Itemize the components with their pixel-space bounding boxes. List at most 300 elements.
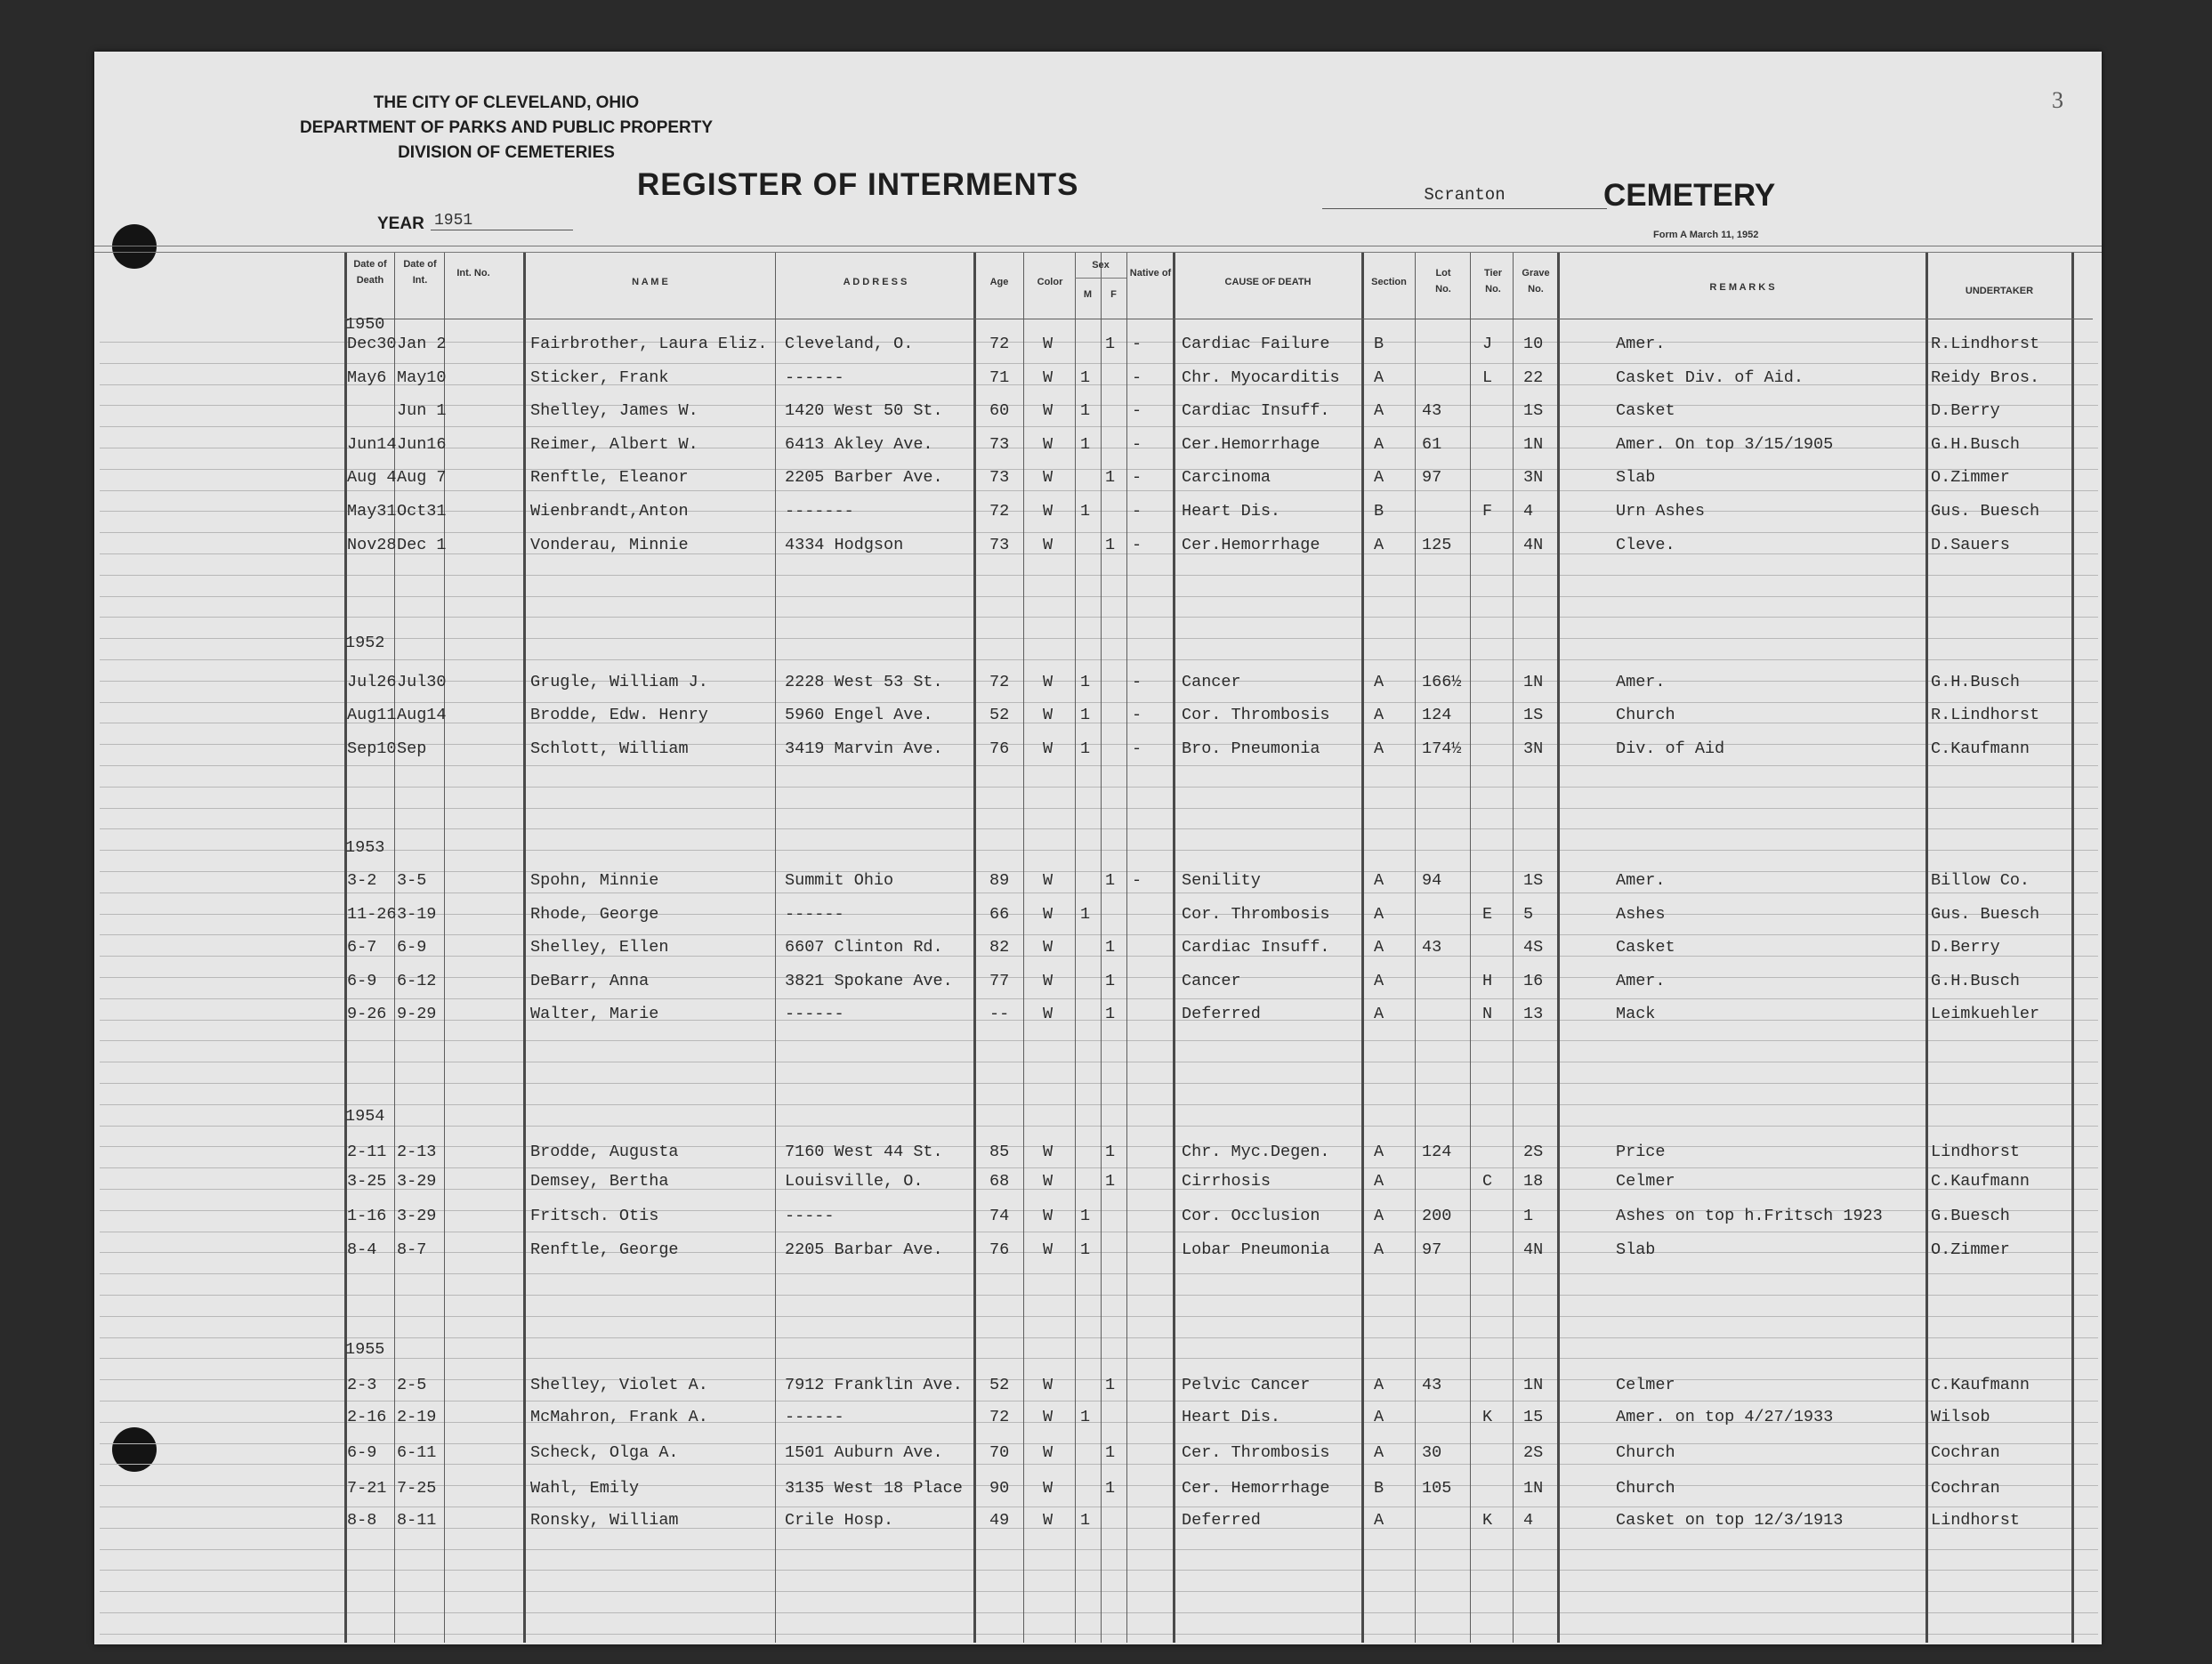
cell-cause-of-death: Cardiac Failure xyxy=(1182,335,1330,353)
cell-lot-no: 124 xyxy=(1422,1143,1452,1161)
cell-cause-of-death: Cor. Thrombosis xyxy=(1182,706,1330,724)
cell-name: Ronsky, William xyxy=(530,1511,679,1530)
cell-date-of-death: Jul26 xyxy=(347,673,397,691)
cell-date-of-int: 6-12 xyxy=(397,972,437,990)
cell-grave-no: 4S xyxy=(1523,938,1544,957)
cell-date-of-int: 2-5 xyxy=(397,1376,427,1394)
cell-name: Brodde, Augusta xyxy=(530,1143,679,1161)
col-age: Age xyxy=(989,277,1009,287)
cell-grave-no: 3N xyxy=(1523,468,1544,487)
cell-date-of-int: Sep xyxy=(397,739,427,758)
cell-sex-f: 1 xyxy=(1105,871,1116,890)
col-sex-m: M xyxy=(1083,289,1093,300)
cell-name: Wienbrandt,Anton xyxy=(530,502,689,521)
cell-color: W xyxy=(1043,739,1054,758)
cell-address: Summit Ohio xyxy=(785,871,894,890)
cell-name: Sticker, Frank xyxy=(530,368,669,387)
column-divider xyxy=(523,253,526,1643)
ruled-line xyxy=(100,1591,2098,1592)
cell-date-of-death: Aug11 xyxy=(347,706,397,724)
cell-lot-no: 166½ xyxy=(1422,673,1462,691)
cell-address: ------ xyxy=(785,1408,844,1426)
cell-date-of-death: 6-7 xyxy=(347,938,377,957)
column-divider xyxy=(444,253,445,1643)
cell-age: 77 xyxy=(989,972,1010,990)
cell-sex-m: 1 xyxy=(1080,706,1091,724)
cell-section: A xyxy=(1374,536,1385,554)
cell-section: A xyxy=(1374,972,1385,990)
cell-section: A xyxy=(1374,673,1385,691)
cell-undertaker: Cochran xyxy=(1931,1479,2000,1498)
cell-native-of: - xyxy=(1132,706,1142,724)
cell-color: W xyxy=(1043,1511,1054,1530)
cell-native-of: - xyxy=(1132,368,1142,387)
cell-undertaker: G.H.Busch xyxy=(1931,972,2020,990)
cell-date-of-death: 2-11 xyxy=(347,1143,387,1161)
cell-native-of: - xyxy=(1132,739,1142,758)
cell-age: -- xyxy=(989,1005,1010,1023)
cell-sex-f: 1 xyxy=(1105,1443,1116,1462)
ruled-line xyxy=(100,1316,2098,1317)
cell-address: 7160 West 44 St. xyxy=(785,1143,943,1161)
cell-date-of-int: Oct31 xyxy=(397,502,447,521)
cell-sex-f: 1 xyxy=(1105,1143,1116,1161)
cell-section: A xyxy=(1374,1005,1385,1023)
cell-name: Fairbrother, Laura Eliz. xyxy=(530,335,768,353)
table-top-line-2 xyxy=(94,252,2102,253)
cell-grave-no: 5 xyxy=(1523,905,1534,924)
column-divider xyxy=(1126,253,1127,1643)
cell-date-of-death: 2-3 xyxy=(347,1376,377,1394)
cell-color: W xyxy=(1043,368,1054,387)
cell-sex-m: 1 xyxy=(1080,401,1091,420)
col-cause-of-death: CAUSE OF DEATH xyxy=(1224,277,1312,287)
cell-date-of-death: May6 xyxy=(347,368,387,387)
ruled-line xyxy=(100,1549,2098,1550)
cell-section: A xyxy=(1374,871,1385,890)
cell-address: ------- xyxy=(785,502,854,521)
cell-name: McMahron, Frank A. xyxy=(530,1408,708,1426)
cell-date-of-int: Aug14 xyxy=(397,706,447,724)
cell-age: 71 xyxy=(989,368,1010,387)
col-color: Color xyxy=(1037,277,1063,287)
cell-sex-m: 1 xyxy=(1080,673,1091,691)
cell-section: A xyxy=(1374,1143,1385,1161)
year-marker: 1952 xyxy=(345,634,385,652)
cell-date-of-int: 7-25 xyxy=(397,1479,437,1498)
cell-address: ------ xyxy=(785,905,844,924)
cell-native-of: - xyxy=(1132,536,1142,554)
cell-name: Spohn, Minnie xyxy=(530,871,659,890)
cell-color: W xyxy=(1043,502,1054,521)
year-marker: 1955 xyxy=(345,1340,385,1359)
cell-color: W xyxy=(1043,1443,1054,1462)
cell-lot-no: 94 xyxy=(1422,871,1442,890)
cell-address: Crile Hosp. xyxy=(785,1511,894,1530)
cell-undertaker: Lindhorst xyxy=(1931,1143,2020,1161)
col-section: Section xyxy=(1371,277,1407,287)
cell-remarks: Amer. xyxy=(1616,335,1666,353)
column-divider xyxy=(2071,253,2074,1643)
cell-section: A xyxy=(1374,401,1385,420)
cell-grave-no: 1N xyxy=(1523,673,1544,691)
column-divider xyxy=(1925,253,1928,1643)
cell-age: 66 xyxy=(989,905,1010,924)
cell-tier-no: K xyxy=(1482,1408,1493,1426)
cell-color: W xyxy=(1043,706,1054,724)
cell-undertaker: R.Lindhorst xyxy=(1931,335,2040,353)
cell-undertaker: D.Berry xyxy=(1931,938,2000,957)
cell-section: A xyxy=(1374,905,1385,924)
col-name: N A M E xyxy=(632,277,668,287)
ruled-line xyxy=(100,828,2098,829)
cell-date-of-death: Jun14 xyxy=(347,435,397,454)
cell-name: Shelley, James W. xyxy=(530,401,698,420)
cell-date-of-death: 6-9 xyxy=(347,1443,377,1462)
column-divider xyxy=(1513,253,1514,1643)
cell-cause-of-death: Bro. Pneumonia xyxy=(1182,739,1320,758)
cell-lot-no: 174½ xyxy=(1422,739,1462,758)
cell-age: 74 xyxy=(989,1207,1010,1225)
sex-divider xyxy=(1075,278,1126,279)
cell-tier-no: J xyxy=(1482,335,1493,353)
cell-remarks: Casket on top 12/3/1913 xyxy=(1616,1511,1844,1530)
cell-date-of-death: 1-16 xyxy=(347,1207,387,1225)
cell-sex-m: 1 xyxy=(1080,1240,1091,1259)
cell-age: 90 xyxy=(989,1479,1010,1498)
cell-grave-no: 13 xyxy=(1523,1005,1544,1023)
cell-undertaker: Gus. Buesch xyxy=(1931,905,2040,924)
cell-name: Shelley, Ellen xyxy=(530,938,669,957)
cell-color: W xyxy=(1043,1143,1054,1161)
ruled-line xyxy=(100,1040,2098,1041)
cell-cause-of-death: Heart Dis. xyxy=(1182,502,1281,521)
cell-grave-no: 1 xyxy=(1523,1207,1534,1225)
cell-address: ------ xyxy=(785,1005,844,1023)
cell-undertaker: C.Kaufmann xyxy=(1931,1376,2030,1394)
cell-date-of-death: May31 xyxy=(347,502,397,521)
cell-lot-no: 43 xyxy=(1422,401,1442,420)
cell-cause-of-death: Cer. Thrombosis xyxy=(1182,1443,1330,1462)
column-divider xyxy=(394,253,395,1643)
cell-date-of-int: 3-29 xyxy=(397,1207,437,1225)
cell-name: Renftle, Eleanor xyxy=(530,468,689,487)
cell-cause-of-death: Chr. Myocarditis xyxy=(1182,368,1340,387)
cell-lot-no: 43 xyxy=(1422,938,1442,957)
cell-sex-m: 1 xyxy=(1080,502,1091,521)
cell-remarks: Slab xyxy=(1616,1240,1656,1259)
cell-grave-no: 4 xyxy=(1523,502,1534,521)
year-value: 1951 xyxy=(434,212,473,230)
cell-color: W xyxy=(1043,972,1054,990)
ruled-line xyxy=(100,532,2098,533)
cell-remarks: Amer. xyxy=(1616,871,1666,890)
cell-sex-f: 1 xyxy=(1105,1172,1116,1191)
cell-name: Schlott, William xyxy=(530,739,689,758)
ruled-line xyxy=(100,850,2098,851)
cell-grave-no: 1S xyxy=(1523,401,1544,420)
cell-age: 49 xyxy=(989,1511,1010,1530)
cell-date-of-int: 3-5 xyxy=(397,871,427,890)
cell-address: 3821 Spokane Ave. xyxy=(785,972,953,990)
cell-date-of-death: 6-9 xyxy=(347,972,377,990)
register-page xyxy=(94,52,2102,1644)
cell-date-of-death: 8-8 xyxy=(347,1511,377,1530)
cell-address: 1420 West 50 St. xyxy=(785,401,943,420)
cell-date-of-int: Jun 1 xyxy=(397,401,447,420)
cell-date-of-int: 3-29 xyxy=(397,1172,437,1191)
column-divider xyxy=(1361,253,1364,1643)
cell-cause-of-death: Cor. Occlusion xyxy=(1182,1207,1320,1225)
cell-color: W xyxy=(1043,673,1054,691)
cell-address: Cleveland, O. xyxy=(785,335,914,353)
cell-undertaker: Lindhorst xyxy=(1931,1511,2020,1530)
cell-date-of-int: Dec 1 xyxy=(397,536,447,554)
cell-name: Wahl, Emily xyxy=(530,1479,640,1498)
col-address: A D D R E S S xyxy=(843,277,908,287)
cell-grave-no: 3N xyxy=(1523,739,1544,758)
col-date-of-int: Date of Int. xyxy=(403,259,437,286)
cell-tier-no: L xyxy=(1482,368,1493,387)
cell-sex-f: 1 xyxy=(1105,335,1116,353)
cell-native-of: - xyxy=(1132,401,1142,420)
cell-color: W xyxy=(1043,401,1054,420)
cell-remarks: Price xyxy=(1616,1143,1666,1161)
cell-tier-no: C xyxy=(1482,1172,1493,1191)
cell-name: Fritsch. Otis xyxy=(530,1207,659,1225)
cell-sex-f: 1 xyxy=(1105,1005,1116,1023)
cell-lot-no: 124 xyxy=(1422,706,1452,724)
cell-grave-no: 1N xyxy=(1523,1479,1544,1498)
cell-section: A xyxy=(1374,739,1385,758)
cell-age: 52 xyxy=(989,1376,1010,1394)
cell-age: 72 xyxy=(989,502,1010,521)
cell-age: 72 xyxy=(989,673,1010,691)
cell-native-of: - xyxy=(1132,502,1142,521)
col-remarks: R E M A R K S xyxy=(1709,282,1775,293)
cell-sex-m: 1 xyxy=(1080,1408,1091,1426)
cell-date-of-death: 8-4 xyxy=(347,1240,377,1259)
cell-lot-no: 125 xyxy=(1422,536,1452,554)
ruled-line xyxy=(100,702,2098,703)
cell-address: 6413 Akley Ave. xyxy=(785,435,933,454)
cell-grave-no: 1S xyxy=(1523,871,1544,890)
cell-color: W xyxy=(1043,1376,1054,1394)
cell-remarks: Amer. On top 3/15/1905 xyxy=(1616,435,1834,454)
cemetery-name-line xyxy=(1322,208,1607,209)
cell-grave-no: 10 xyxy=(1523,335,1544,353)
cell-section: B xyxy=(1374,335,1385,353)
ruled-line xyxy=(100,1464,2098,1465)
cell-address: 2228 West 53 St. xyxy=(785,673,943,691)
ruled-line xyxy=(100,659,2098,660)
cell-name: Vonderau, Minnie xyxy=(530,536,689,554)
cell-cause-of-death: Cancer xyxy=(1182,673,1241,691)
ruled-line xyxy=(100,1126,2098,1127)
ruled-line xyxy=(100,934,2098,935)
col-tier-no: Tier No. xyxy=(1484,268,1502,295)
cell-lot-no: 97 xyxy=(1422,468,1442,487)
cell-age: 85 xyxy=(989,1143,1010,1161)
cell-date-of-int: 8-7 xyxy=(397,1240,427,1259)
cell-section: A xyxy=(1374,1240,1385,1259)
cell-remarks: Casket Div. of Aid. xyxy=(1616,368,1804,387)
cell-cause-of-death: Cor. Thrombosis xyxy=(1182,905,1330,924)
cemetery-name: Scranton xyxy=(1424,185,1506,205)
cell-grave-no: 16 xyxy=(1523,972,1544,990)
ruled-line xyxy=(100,787,2098,788)
cell-grave-no: 2S xyxy=(1523,1443,1544,1462)
cell-cause-of-death: Chr. Myc.Degen. xyxy=(1182,1143,1330,1161)
col-sex: Sex xyxy=(1092,260,1110,271)
cell-color: W xyxy=(1043,905,1054,924)
cell-undertaker: C.Kaufmann xyxy=(1931,739,2030,758)
cell-cause-of-death: Carcinoma xyxy=(1182,468,1271,487)
cell-undertaker: G.H.Busch xyxy=(1931,435,2020,454)
cell-date-of-death: Sep10 xyxy=(347,739,397,758)
cell-cause-of-death: Cirrhosis xyxy=(1182,1172,1271,1191)
col-int-no: Int. No. xyxy=(456,268,490,279)
cell-section: A xyxy=(1374,1443,1385,1462)
ruled-line xyxy=(100,1570,2098,1571)
ruled-line xyxy=(100,1634,2098,1635)
cell-section: A xyxy=(1374,368,1385,387)
cell-address: Louisville, O. xyxy=(785,1172,924,1191)
cell-date-of-death: 3-25 xyxy=(347,1172,387,1191)
cell-cause-of-death: Deferred xyxy=(1182,1511,1261,1530)
cell-section: B xyxy=(1374,1479,1385,1498)
cell-color: W xyxy=(1043,335,1054,353)
division-line: DIVISION OF CEMETERIES xyxy=(398,143,615,162)
cell-undertaker: Billow Co. xyxy=(1931,871,2030,890)
cell-name: Walter, Marie xyxy=(530,1005,659,1023)
cell-native-of: - xyxy=(1132,673,1142,691)
column-divider xyxy=(1173,253,1175,1643)
cell-date-of-death: 9-26 xyxy=(347,1005,387,1023)
ruled-line xyxy=(100,363,2098,364)
cell-date-of-death: Nov28 xyxy=(347,536,397,554)
cell-cause-of-death: Cer.Hemorrhage xyxy=(1182,536,1320,554)
cell-grave-no: 1N xyxy=(1523,1376,1544,1394)
col-sex-f: F xyxy=(1110,289,1117,300)
cell-age: 73 xyxy=(989,536,1010,554)
cell-grave-no: 4N xyxy=(1523,1240,1544,1259)
cell-section: A xyxy=(1374,435,1385,454)
cell-section: A xyxy=(1374,1511,1385,1530)
cell-name: Brodde, Edw. Henry xyxy=(530,706,708,724)
ruled-line xyxy=(100,575,2098,576)
ruled-line xyxy=(100,1167,2098,1168)
cell-grave-no: 1N xyxy=(1523,435,1544,454)
cell-sex-f: 1 xyxy=(1105,1376,1116,1394)
cell-remarks: Cleve. xyxy=(1616,536,1675,554)
cell-cause-of-death: Cer.Hemorrhage xyxy=(1182,435,1320,454)
cell-sex-f: 1 xyxy=(1105,536,1116,554)
cell-cause-of-death: Senility xyxy=(1182,871,1261,890)
column-divider xyxy=(1075,253,1076,1643)
cell-age: 89 xyxy=(989,871,1010,890)
cell-undertaker: G.Buesch xyxy=(1931,1207,2010,1225)
cell-date-of-death: 2-16 xyxy=(347,1408,387,1426)
ruled-line xyxy=(100,426,2098,427)
cell-lot-no: 105 xyxy=(1422,1479,1452,1498)
cell-grave-no: 18 xyxy=(1523,1172,1544,1191)
cell-age: 76 xyxy=(989,739,1010,758)
column-divider xyxy=(1415,253,1416,1643)
cell-section: A xyxy=(1374,1207,1385,1225)
cell-date-of-int: 3-19 xyxy=(397,905,437,924)
year-label: YEAR xyxy=(377,214,424,233)
cell-color: W xyxy=(1043,938,1054,957)
cell-undertaker: D.Berry xyxy=(1931,401,2000,420)
ruled-line xyxy=(100,617,2098,618)
cell-section: A xyxy=(1374,468,1385,487)
cell-address: 3419 Marvin Ave. xyxy=(785,739,943,758)
cell-cause-of-death: Cardiac Insuff. xyxy=(1182,401,1330,420)
cell-remarks: Church xyxy=(1616,1443,1675,1462)
cell-name: Renftle, George xyxy=(530,1240,679,1259)
cell-cause-of-death: Lobar Pneumonia xyxy=(1182,1240,1330,1259)
cell-date-of-int: 9-29 xyxy=(397,1005,437,1023)
ruled-line xyxy=(100,1612,2098,1613)
cell-remarks: Amer. xyxy=(1616,673,1666,691)
cell-color: W xyxy=(1043,435,1054,454)
cell-remarks: Amer. on top 4/27/1933 xyxy=(1616,1408,1834,1426)
column-divider xyxy=(1470,253,1471,1643)
cell-native-of: - xyxy=(1132,468,1142,487)
cell-tier-no: F xyxy=(1482,502,1493,521)
col-date-of-death: Date of Death xyxy=(353,259,387,286)
column-divider xyxy=(1023,253,1024,1643)
cell-undertaker: O.Zimmer xyxy=(1931,1240,2010,1259)
column-divider xyxy=(973,253,976,1643)
cell-name: Reimer, Albert W. xyxy=(530,435,698,454)
cell-undertaker: Wilsob xyxy=(1931,1408,1990,1426)
page-number: 3 xyxy=(2052,87,2063,113)
cell-native-of: - xyxy=(1132,335,1142,353)
cell-date-of-death: 11-26 xyxy=(347,905,397,924)
cell-sex-m: 1 xyxy=(1080,905,1091,924)
cell-grave-no: 4 xyxy=(1523,1511,1534,1530)
cell-remarks: Church xyxy=(1616,1479,1675,1498)
cell-undertaker: D.Sauers xyxy=(1931,536,2010,554)
col-lot-no: Lot No. xyxy=(1435,268,1451,295)
cell-address: 5960 Engel Ave. xyxy=(785,706,933,724)
column-divider xyxy=(775,253,776,1643)
cell-age: 52 xyxy=(989,706,1010,724)
form-note: Form A March 11, 1952 xyxy=(1653,230,1759,240)
ruled-line xyxy=(100,490,2098,491)
cell-lot-no: 200 xyxy=(1422,1207,1452,1225)
cell-remarks: Church xyxy=(1616,706,1675,724)
cell-color: W xyxy=(1043,1408,1054,1426)
cell-remarks: Amer. xyxy=(1616,972,1666,990)
year-marker: 1950 xyxy=(345,315,385,334)
ruled-line xyxy=(100,1083,2098,1084)
city-heading xyxy=(94,91,918,166)
cell-date-of-int: Jul30 xyxy=(397,673,447,691)
cell-date-of-int: Jan 2 xyxy=(397,335,447,353)
cell-address: 4334 Hodgson xyxy=(785,536,904,554)
cell-tier-no: N xyxy=(1482,1005,1493,1023)
cell-name: DeBarr, Anna xyxy=(530,972,650,990)
cell-lot-no: 43 xyxy=(1422,1376,1442,1394)
register-title: REGISTER OF INTERMENTS xyxy=(637,167,1079,202)
cell-remarks: Celmer xyxy=(1616,1376,1675,1394)
cell-cause-of-death: Cardiac Insuff. xyxy=(1182,938,1330,957)
cell-address: 7912 Franklin Ave. xyxy=(785,1376,963,1394)
cell-undertaker: R.Lindhorst xyxy=(1931,706,2040,724)
